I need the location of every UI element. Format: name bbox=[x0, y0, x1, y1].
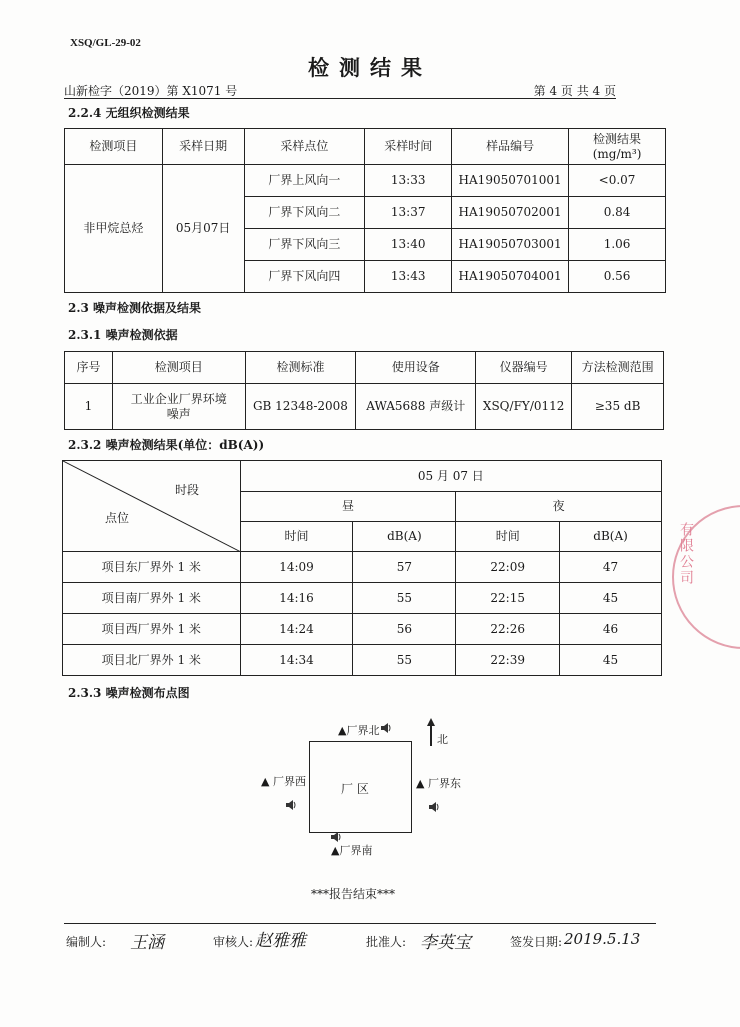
night-db-cell: 45 bbox=[560, 583, 662, 614]
result-cell: 0.84 bbox=[569, 197, 666, 229]
section-232-heading: 2.3.2 噪声检测结果(单位：dB(A)) bbox=[68, 438, 265, 452]
col-header bbox=[569, 129, 666, 165]
point-cell: 厂界下风向四 bbox=[244, 261, 365, 293]
col-header-line: 检测结果 bbox=[593, 131, 642, 146]
day-header: 昼 bbox=[240, 492, 456, 522]
point-cell: 厂界上风向一 bbox=[244, 165, 365, 197]
col-header: 使用设备 bbox=[356, 352, 476, 384]
east-point-label: ▲ 厂界东 bbox=[416, 777, 461, 790]
device-cell: AWA5688 声级计 bbox=[356, 384, 476, 430]
approved-by-signature: 李英宝 bbox=[420, 933, 471, 953]
time-cell: 13:40 bbox=[365, 229, 452, 261]
prepared-by-signature: 王涵 bbox=[130, 933, 164, 953]
section-23-heading: 2.3 噪声检测依据及结果 bbox=[68, 301, 202, 315]
point-cell: 项目东厂界外 1 米 bbox=[63, 552, 241, 583]
sample-cell: HA19050704001 bbox=[452, 261, 569, 293]
item-line: 噪声 bbox=[166, 406, 191, 421]
day-time-cell: 14:24 bbox=[240, 614, 353, 645]
point-cell: 项目南厂界外 1 米 bbox=[63, 583, 241, 614]
col-header: 检测项目 bbox=[112, 352, 245, 384]
item-cell: 非甲烷总烃 bbox=[65, 165, 163, 293]
date-cell: 05月07日 bbox=[162, 165, 244, 293]
report-number: 山新检字（2019）第 X1071 号 bbox=[64, 84, 238, 98]
corner-point-label: 点位 bbox=[105, 511, 130, 525]
section-224-heading: 2.2.4 无组织检测结果 bbox=[68, 106, 190, 120]
day-time-cell: 14:09 bbox=[240, 552, 353, 583]
night-time-cell: 22:26 bbox=[456, 614, 560, 645]
plant-area-label: 厂 区 bbox=[341, 782, 369, 796]
point-cell: 项目北厂界外 1 米 bbox=[63, 645, 241, 676]
col-header: 样品编号 bbox=[452, 129, 569, 165]
night-time-cell: 22:39 bbox=[456, 645, 560, 676]
report-info-line bbox=[64, 82, 616, 99]
reviewed-by-label: 审核人: bbox=[213, 935, 254, 949]
instrument-cell: XSQ/FY/0112 bbox=[476, 384, 572, 430]
result-cell: 0.56 bbox=[569, 261, 666, 293]
issue-date-label: 签发日期: bbox=[510, 935, 563, 949]
col-header: 采样时间 bbox=[365, 129, 452, 165]
corner-cell bbox=[63, 461, 241, 552]
page-title: 检测结果 bbox=[308, 55, 432, 80]
date-header: 05 月 07 日 bbox=[240, 461, 661, 492]
col-header: 采样日期 bbox=[162, 129, 244, 165]
north-point-label: ▲厂界北 bbox=[338, 724, 380, 737]
col-header: 采样点位 bbox=[244, 129, 365, 165]
sample-cell: HA19050701001 bbox=[452, 165, 569, 197]
noise-result-table bbox=[62, 460, 662, 676]
point-cell: 项目西厂界外 1 米 bbox=[63, 614, 241, 645]
standard-cell: GB 12348-2008 bbox=[245, 384, 356, 430]
speaker-icon bbox=[380, 719, 392, 738]
no-cell: 1 bbox=[65, 384, 113, 430]
day-time-cell: 14:34 bbox=[240, 645, 353, 676]
company-seal-text: 有限公司 bbox=[678, 522, 694, 586]
speaker-icon bbox=[330, 828, 342, 847]
col-header: 序号 bbox=[65, 352, 113, 384]
time-header: 时间 bbox=[240, 522, 353, 552]
time-cell: 13:33 bbox=[365, 165, 452, 197]
time-cell: 13:37 bbox=[365, 197, 452, 229]
point-cell: 厂界下风向二 bbox=[244, 197, 365, 229]
col-header: 检测项目 bbox=[65, 129, 163, 165]
night-time-cell: 22:15 bbox=[456, 583, 560, 614]
result-cell: 1.06 bbox=[569, 229, 666, 261]
day-db-cell: 56 bbox=[353, 614, 456, 645]
doc-code: XSQ/GL-29-02 bbox=[70, 37, 141, 49]
approved-by-label: 批准人: bbox=[366, 935, 407, 949]
south-point-label: ▲厂界南 bbox=[331, 844, 373, 857]
time-cell: 13:43 bbox=[365, 261, 452, 293]
section-231-heading: 2.3.1 噪声检测依据 bbox=[68, 328, 178, 342]
time-header: 时间 bbox=[456, 522, 560, 552]
night-db-cell: 46 bbox=[560, 614, 662, 645]
noise-basis-table bbox=[64, 351, 664, 430]
day-time-cell: 14:16 bbox=[240, 583, 353, 614]
col-header: 方法检测范围 bbox=[572, 352, 664, 384]
north-arrow-icon bbox=[426, 718, 436, 750]
page-info: 第 4 页 共 4 页 bbox=[533, 84, 616, 98]
corner-period-label: 时段 bbox=[175, 483, 200, 497]
item-cell bbox=[112, 384, 245, 430]
footer-divider bbox=[64, 923, 656, 924]
diagonal-line bbox=[63, 461, 241, 552]
issue-date-value: 2019.5.13 bbox=[564, 930, 641, 948]
reviewed-by-signature: 赵雅雅 bbox=[255, 931, 306, 951]
col-header-unit: (mg/m³) bbox=[592, 146, 642, 161]
prepared-by-label: 编制人: bbox=[66, 935, 107, 949]
day-db-cell: 55 bbox=[353, 645, 456, 676]
day-db-cell: 57 bbox=[353, 552, 456, 583]
db-header: dB(A) bbox=[560, 522, 662, 552]
sample-cell: HA19050703001 bbox=[452, 229, 569, 261]
speaker-icon bbox=[428, 798, 440, 817]
night-db-cell: 47 bbox=[560, 552, 662, 583]
item-line: 工业企业厂界环境 bbox=[130, 391, 227, 406]
result-cell: <0.07 bbox=[569, 165, 666, 197]
night-db-cell: 45 bbox=[560, 645, 662, 676]
db-header: dB(A) bbox=[353, 522, 456, 552]
col-header: 检测标准 bbox=[245, 352, 356, 384]
section-233-heading: 2.3.3 噪声检测布点图 bbox=[68, 686, 190, 700]
day-db-cell: 55 bbox=[353, 583, 456, 614]
speaker-icon bbox=[285, 796, 297, 815]
voc-result-table bbox=[64, 128, 666, 293]
night-header: 夜 bbox=[456, 492, 662, 522]
sample-cell: HA19050702001 bbox=[452, 197, 569, 229]
compass-label: 北 bbox=[437, 733, 448, 746]
range-cell: ≥35 dB bbox=[572, 384, 664, 430]
col-header: 仪器编号 bbox=[476, 352, 572, 384]
end-of-report: ***报告结束*** bbox=[311, 887, 396, 901]
point-cell: 厂界下风向三 bbox=[244, 229, 365, 261]
west-point-label: ▲ 厂界西 bbox=[261, 775, 306, 788]
night-time-cell: 22:09 bbox=[456, 552, 560, 583]
